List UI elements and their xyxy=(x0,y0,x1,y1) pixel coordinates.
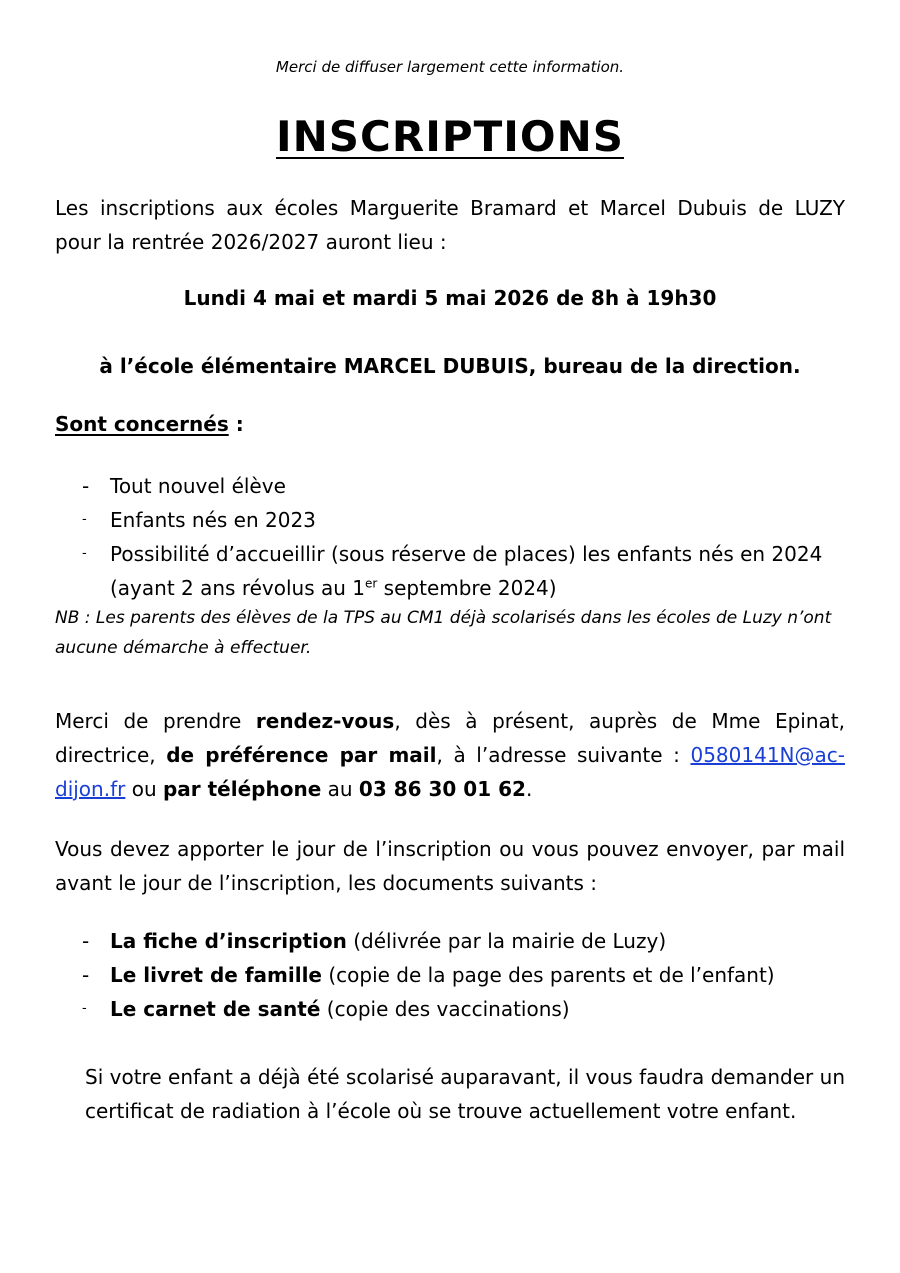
document-detail: (copie de la page des parents et de l’enfant) xyxy=(321,963,775,987)
appointment-text: , à l’adresse suivante : xyxy=(436,743,691,767)
page-title xyxy=(0,112,900,161)
top-note: Merci de diffuser largement cette information. xyxy=(275,58,625,76)
document-detail: (délivrée par la mairie de Luzy) xyxy=(346,929,667,953)
document-name: Le carnet de santé xyxy=(110,997,321,1021)
document-name: La fiche d’inscription xyxy=(110,929,347,953)
list-item-text: Possibilité d’accueillir (sous réserve de places) les enfants nés en 2024 (ayant 2 ans révolus au 1 xyxy=(110,542,823,600)
appointment-bold: par téléphone xyxy=(162,777,322,801)
phone-number: 03 86 30 01 62 xyxy=(358,777,526,801)
nb-note: NB : Les parents des élèves de la TPS au CM1 déjà scolarisés dans les écoles de Luzy n’ont aucune démarche à effectuer. xyxy=(55,608,832,658)
dash-bullet: - xyxy=(82,546,87,561)
document-name: Le livret de famille xyxy=(110,963,322,987)
concerned-list xyxy=(80,469,850,605)
list-item xyxy=(80,503,850,537)
appointment-text: , dès à présent, auprès de Mme Epinat, directrice, xyxy=(55,709,845,767)
list-item xyxy=(80,924,850,958)
list-item-text: Enfants nés en 2023 xyxy=(110,508,316,532)
list-item xyxy=(80,469,850,503)
dates-line: Lundi 4 mai et mardi 5 mai 2026 de 8h à 19h30 xyxy=(183,286,717,310)
concerned-heading xyxy=(55,412,244,436)
list-item-text: Tout nouvel élève xyxy=(110,474,286,498)
concerned-heading-text: Sont concernés xyxy=(55,412,229,436)
list-item-text-end: septembre 2024) xyxy=(377,576,557,600)
appointment-paragraph xyxy=(55,704,845,806)
intro-paragraph: Les inscriptions aux écoles Marguerite Bramard et Marcel Dubuis de LUZY pour la rentrée 2026/2027 auront lieu : xyxy=(55,196,845,254)
appointment-bold: rendez-vous xyxy=(255,709,395,733)
closing-paragraph: Si votre enfant a déjà été scolarisé auparavant, il vous faudra demander un certificat de radiation à l’école où se trouve actuellement votre enfant. xyxy=(85,1065,845,1123)
list-item xyxy=(80,992,850,1026)
list-item xyxy=(80,958,850,992)
appointment-text: ou xyxy=(125,777,163,801)
email-link[interactable]: 0580141N@ac-dijon.fr xyxy=(55,743,845,801)
dash-bullet: - xyxy=(82,929,90,953)
appointment-text: . xyxy=(525,777,533,801)
concerned-heading-suffix: : xyxy=(228,412,244,436)
location-line: à l’école élémentaire MARCEL DUBUIS, bureau de la direction. xyxy=(99,354,801,378)
documents-intro: Vous devez apporter le jour de l’inscription ou vous pouvez envoyer, par mail avant le jour de l’inscription, les documents suivants : xyxy=(55,837,845,895)
dash-bullet: - xyxy=(82,512,87,527)
documents-list xyxy=(80,924,850,1026)
appointment-bold: de préférence par mail xyxy=(166,743,437,767)
list-item xyxy=(80,537,850,605)
superscript: er xyxy=(365,576,378,591)
appointment-text: au xyxy=(321,777,359,801)
dash-bullet: - xyxy=(82,1001,87,1016)
document-detail: (copie des vaccinations) xyxy=(320,997,570,1021)
dash-bullet: - xyxy=(82,963,90,987)
dash-bullet: - xyxy=(82,474,90,498)
appointment-text: Merci de prendre xyxy=(55,709,256,733)
title-text: INSCRIPTIONS xyxy=(276,112,624,161)
